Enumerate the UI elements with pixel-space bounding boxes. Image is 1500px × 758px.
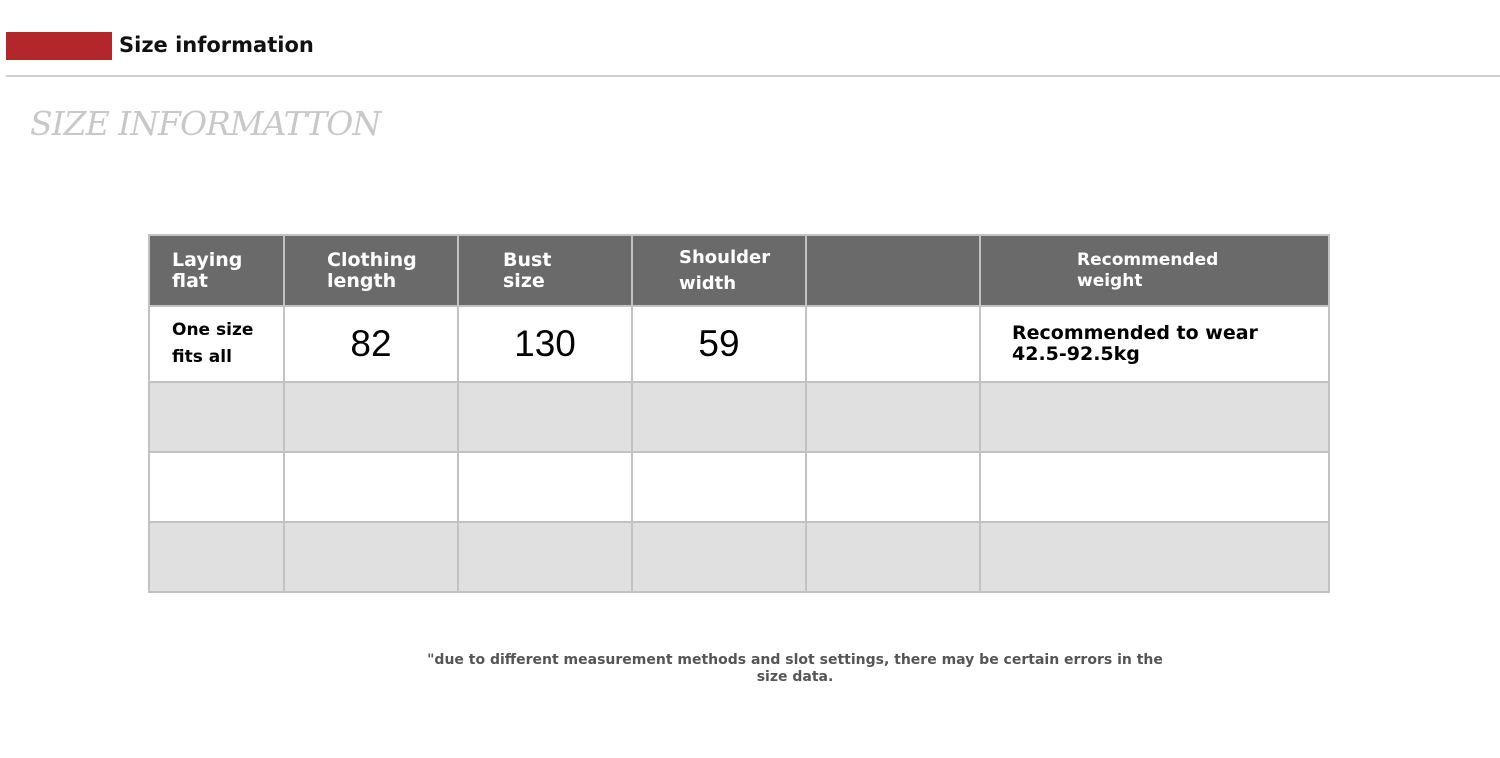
header-shoulder-width: Shoulder width	[632, 235, 806, 306]
header-bust-size: Bust size	[458, 235, 632, 306]
cell-clothing-length: 82	[284, 306, 458, 382]
cell-size: One size fits all	[149, 306, 284, 382]
empty-cell	[458, 522, 632, 592]
empty-cell	[632, 522, 806, 592]
cell-shoulder-width: 59	[632, 306, 806, 382]
table-row-empty	[149, 522, 1329, 592]
empty-cell	[980, 452, 1329, 522]
decorative-subtitle: SIZE INFORMATTON	[30, 104, 381, 143]
empty-cell	[149, 522, 284, 592]
empty-cell	[806, 382, 980, 452]
empty-cell	[806, 452, 980, 522]
empty-cell	[458, 382, 632, 452]
empty-cell	[149, 382, 284, 452]
header-recommended-weight: Recommended weight	[980, 235, 1329, 306]
empty-cell	[458, 452, 632, 522]
header-empty	[806, 235, 980, 306]
cell-empty	[806, 306, 980, 382]
empty-cell	[632, 382, 806, 452]
empty-cell	[806, 522, 980, 592]
empty-cell	[284, 382, 458, 452]
divider	[6, 75, 1500, 77]
size-table	[148, 234, 1330, 593]
cell-recommended-weight: Recommended to wear 42.5-92.5kg	[980, 306, 1329, 382]
table-row-empty	[149, 382, 1329, 452]
header-clothing-length: Clothing length	[284, 235, 458, 306]
cell-bust-size: 130	[458, 306, 632, 382]
table-header-row	[149, 235, 1329, 306]
title-accent-bar	[6, 32, 112, 60]
empty-cell	[632, 452, 806, 522]
empty-cell	[980, 522, 1329, 592]
table-row-empty	[149, 452, 1329, 522]
measurement-disclaimer: "due to different measurement methods and slot settings, there may be certain errors in the size data.	[427, 652, 1163, 685]
empty-cell	[284, 452, 458, 522]
empty-cell	[980, 382, 1329, 452]
header-laying-flat: Laying flat	[149, 235, 284, 306]
section-title: Size information	[119, 33, 314, 57]
table-row	[149, 306, 1329, 382]
empty-cell	[284, 522, 458, 592]
empty-cell	[149, 452, 284, 522]
